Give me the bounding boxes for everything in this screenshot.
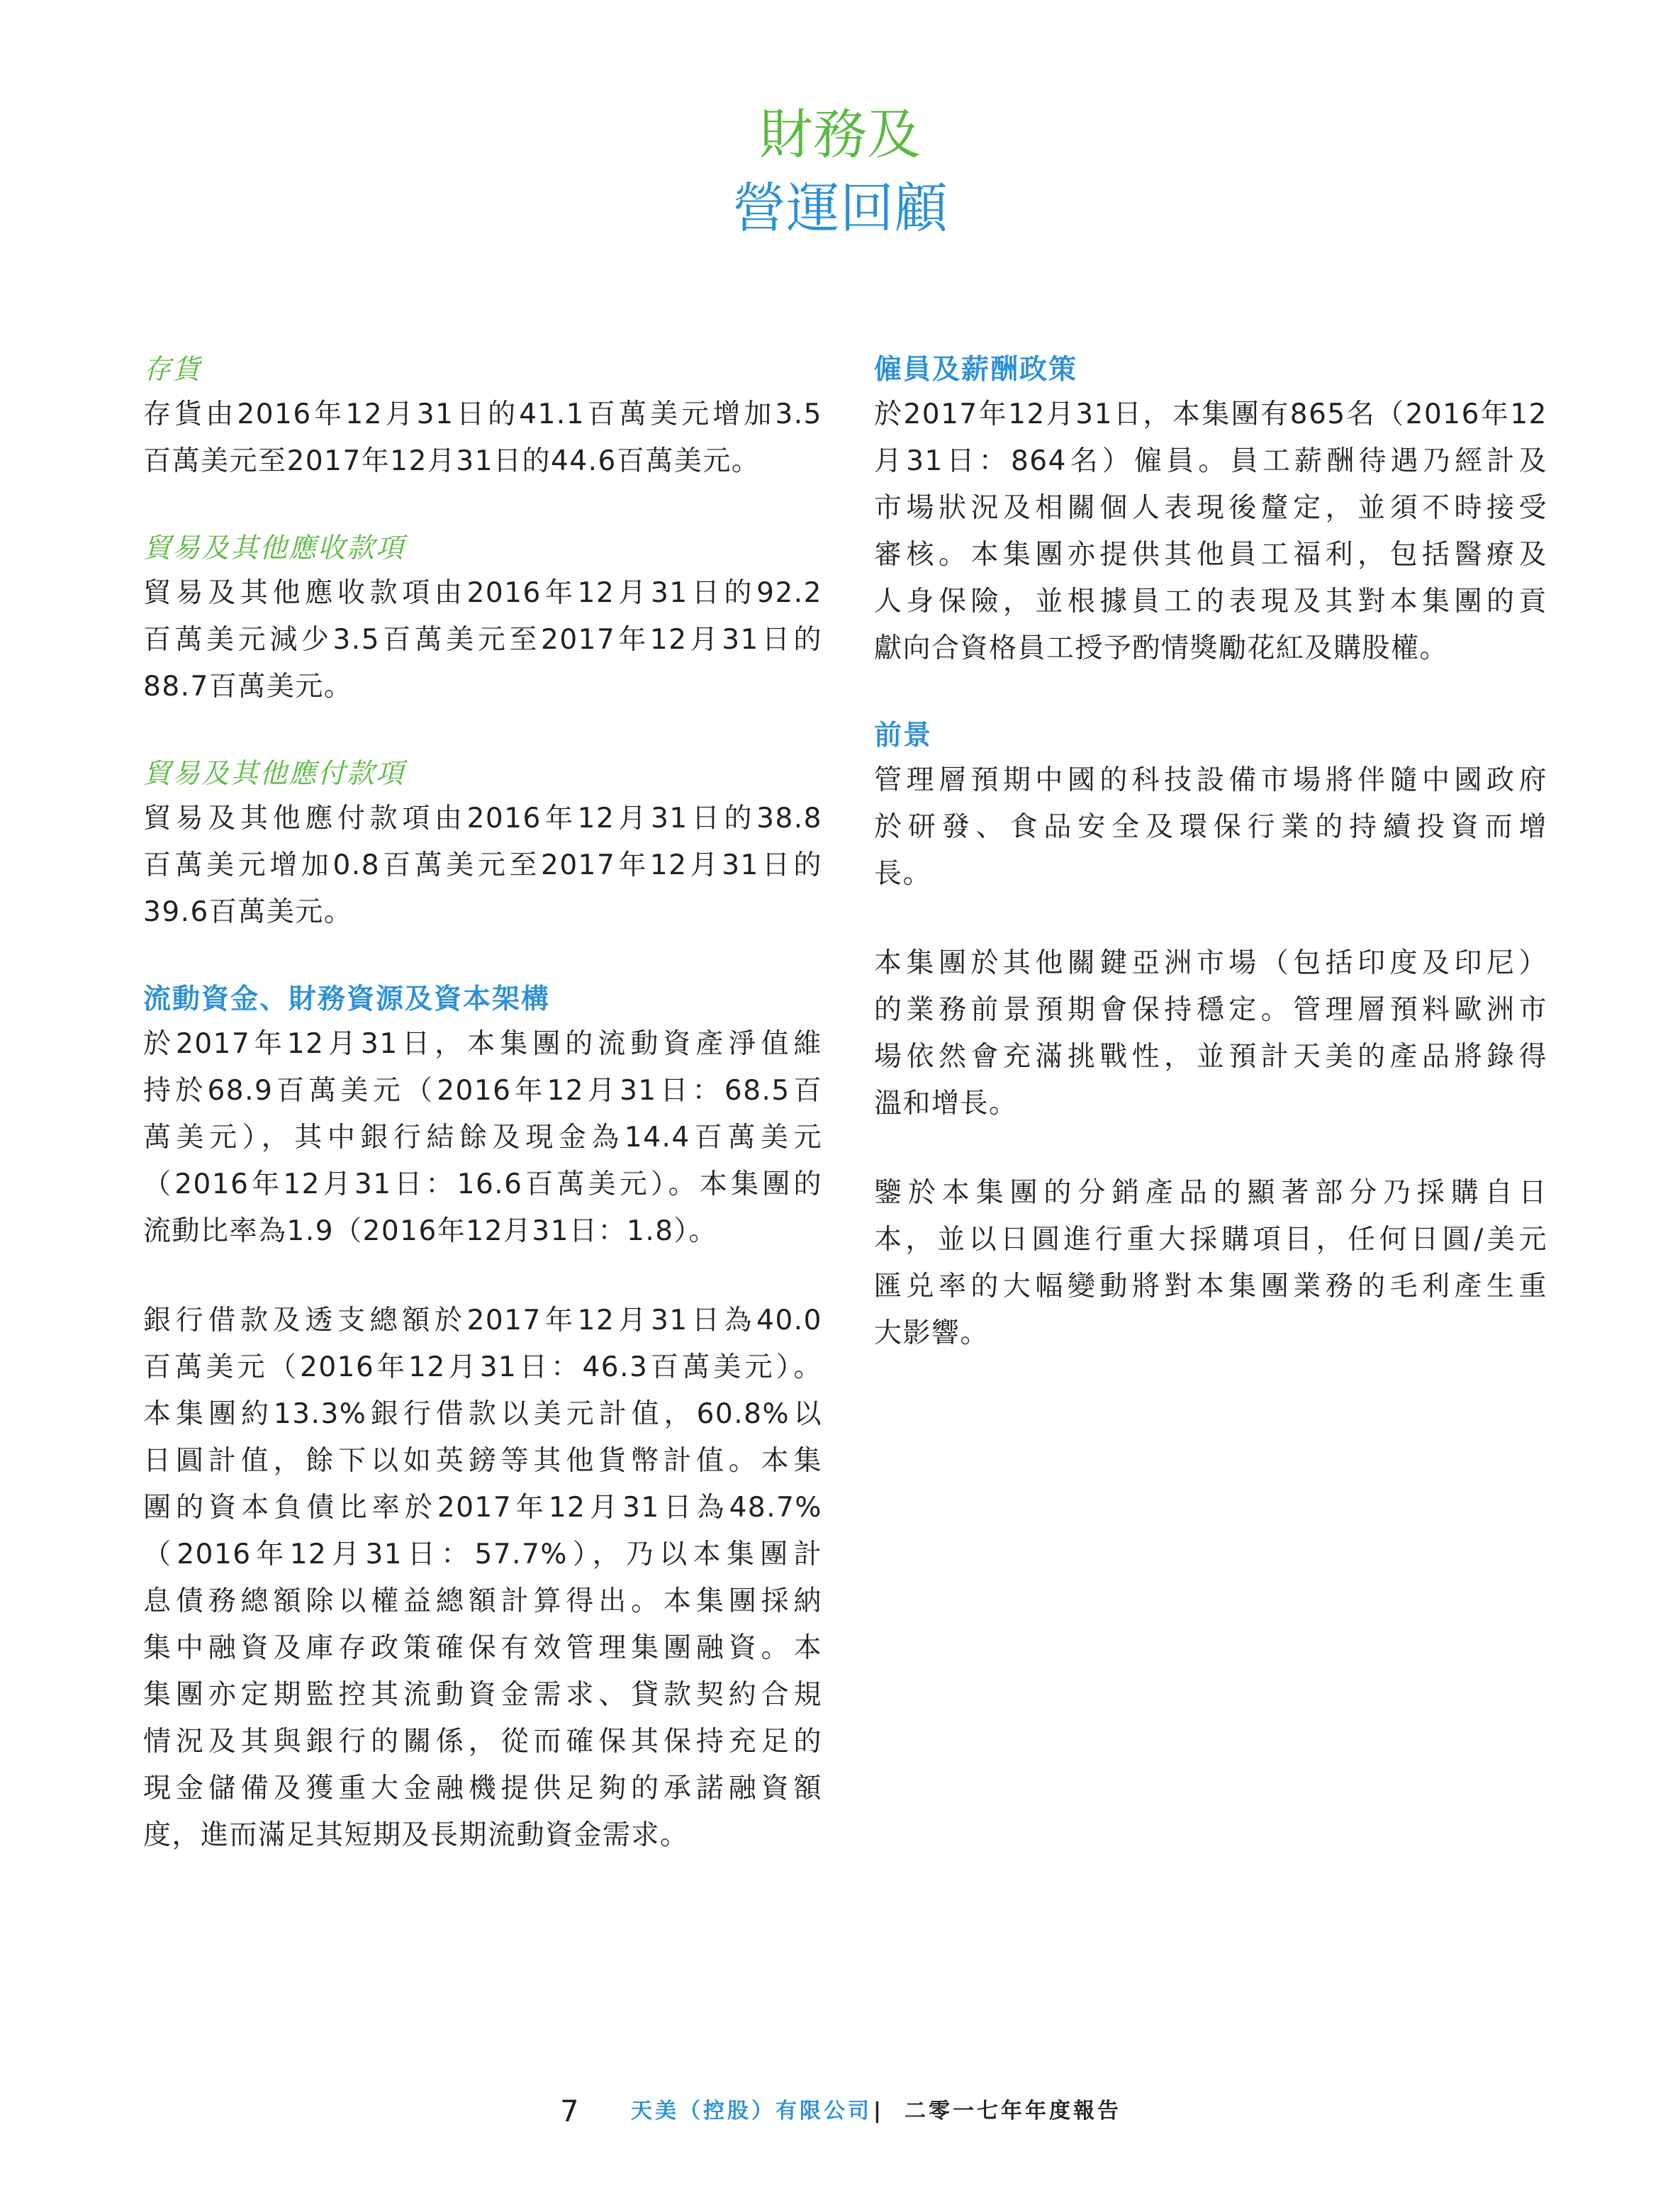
- section-employees: [874, 349, 1547, 672]
- text-line: 萬美元），其中銀行結餘及現金為14.4百萬美元: [143, 1122, 822, 1154]
- text-line: 銀行借款及透支總額於2017年12月31日為40.0: [143, 1305, 822, 1336]
- text-line: 流動比率為1.9（2016年12月31日：1.8）。: [143, 1215, 718, 1247]
- text-line: 本集團於其他關鍵亞洲市場（包括印度及印尼）: [874, 947, 1547, 979]
- text-line: 百萬美元增加0.8百萬美元至2017年12月31日的: [143, 849, 822, 881]
- paragraph: [874, 940, 1547, 1127]
- text-line: 於2017年12月31日，本集團有865名（2016年12: [874, 398, 1547, 430]
- footer-company-name: 天美（控股）有限公司: [631, 2099, 872, 2123]
- section-payables: [143, 753, 822, 936]
- text-line: 場依然會充滿挑戰性，並預計天美的產品將錄得: [874, 1041, 1547, 1073]
- paragraph: [874, 391, 1547, 672]
- text-line: 市場狀況及相關個人表現後釐定，並須不時接受: [874, 492, 1547, 524]
- section-heading: 僱員及薪酬政策: [874, 354, 1078, 386]
- text-line: 貿易及其他應付款項由2016年12月31日的38.8: [143, 803, 822, 835]
- text-line: 88.7百萬美元。: [143, 671, 353, 703]
- text-line: 百萬美元減少3.5百萬美元至2017年12月31日的: [143, 624, 822, 656]
- text-line: 鑒於本集團的分銷產品的顯著部分乃採購自日: [874, 1177, 1547, 1209]
- text-line: 月31日：864名）僱員。員工薪酬待遇乃經計及: [874, 445, 1547, 477]
- section-liquidity: [143, 978, 822, 1859]
- text-line: 集中融資及庫存政策確保有效管理集團融資。本: [143, 1632, 822, 1664]
- text-line: 存貨由2016年12月31日的41.1百萬美元增加3.5: [143, 398, 822, 430]
- text-line: 度，進而滿足其短期及長期流動資金需求。: [143, 1819, 689, 1851]
- text-line: 百萬美元（2016年12月31日：46.3百萬美元）。: [143, 1351, 822, 1383]
- text-line: 審核。本集團亦提供其他員工福利，包括醫療及: [874, 539, 1547, 571]
- page-title: [0, 98, 1680, 245]
- text-line: 息債務總額除以權益總額計算得出。本集團採納: [143, 1585, 822, 1617]
- text-line: 匯兑率的大幅變動將對本集團業務的毛利產生重: [874, 1271, 1547, 1302]
- section-heading: 流動資金、財務資源及資本架構: [143, 983, 551, 1015]
- left-column: [143, 349, 822, 1902]
- text-line: （2016年12月31日：57.7%），乃以本集團計: [143, 1539, 822, 1570]
- right-column: [874, 349, 1547, 1400]
- section-inventory: [143, 349, 822, 485]
- page-title-line-1: 財務及: [759, 103, 921, 166]
- text-line: 團的資本負債比率於2017年12月31日為48.7%: [143, 1492, 822, 1524]
- text-line: 持於68.9百萬美元（2016年12月31日：68.5百: [143, 1075, 822, 1107]
- text-line: 溫和增長。: [874, 1088, 1018, 1120]
- text-line: （2016年12月31日：16.6百萬美元）。本集團的: [143, 1168, 822, 1200]
- text-line: 現金儲備及獲重大金融機提供足夠的承諾融資額: [143, 1773, 822, 1804]
- section-heading: 前景: [874, 720, 933, 752]
- paragraph: [143, 570, 822, 710]
- paragraph: [143, 1021, 822, 1255]
- text-line: 百萬美元至2017年12月31日的44.6百萬美元。: [143, 445, 761, 477]
- text-line: 集團亦定期監控其流動資金需求、貸款契約合規: [143, 1679, 822, 1711]
- footer-report-title: 二零一七年年度報告: [905, 2099, 1121, 2123]
- paragraph: [874, 757, 1547, 898]
- page-number: 7: [560, 2094, 579, 2128]
- text-line: 本，並以日圓進行重大採購項目，任何日圓/美元: [874, 1224, 1547, 1256]
- page-footer: [0, 2090, 1680, 2133]
- text-line: 獻向合資格員工授予酌情獎勵花紅及購股權。: [874, 632, 1449, 664]
- text-line: 日圓計值，餘下以如英鎊等其他貨幣計值。本集: [143, 1445, 822, 1477]
- section-heading: 貿易及其他應收款項: [143, 532, 405, 564]
- footer-separator: |: [873, 2099, 881, 2123]
- paragraph: [143, 391, 822, 485]
- text-line: 貿易及其他應收款項由2016年12月31日的92.2: [143, 577, 822, 609]
- text-line: 本集團約13.3%銀行借款以美元計值，60.8%以: [143, 1398, 822, 1430]
- text-line: 長。: [874, 858, 932, 890]
- section-receivables: [143, 528, 822, 710]
- text-line: 於研發、食品安全及環保行業的持續投資而增: [874, 811, 1547, 843]
- text-line: 管理層預期中國的科技設備市場將伴隨中國政府: [874, 764, 1547, 796]
- page-title-line-2: 營運回顧: [732, 177, 948, 240]
- paragraph: [143, 796, 822, 936]
- section-heading: 存貨: [143, 354, 202, 386]
- section-heading: 貿易及其他應付款項: [143, 758, 405, 790]
- section-outlook: [874, 715, 1547, 1357]
- text-line: 人身保險，並根據員工的表現及其對本集團的貢: [874, 586, 1547, 618]
- paragraph: [143, 1297, 822, 1859]
- text-line: 39.6百萬美元。: [143, 896, 353, 928]
- text-line: 於2017年12月31日，本集團的流動資產淨值維: [143, 1028, 822, 1060]
- text-line: 的業務前景預期會保持穩定。管理層預料歐洲市: [874, 994, 1547, 1026]
- text-line: 情況及其與銀行的關係，從而確保其保持充足的: [143, 1726, 822, 1758]
- text-line: 大影響。: [874, 1317, 990, 1349]
- paragraph: [874, 1170, 1547, 1357]
